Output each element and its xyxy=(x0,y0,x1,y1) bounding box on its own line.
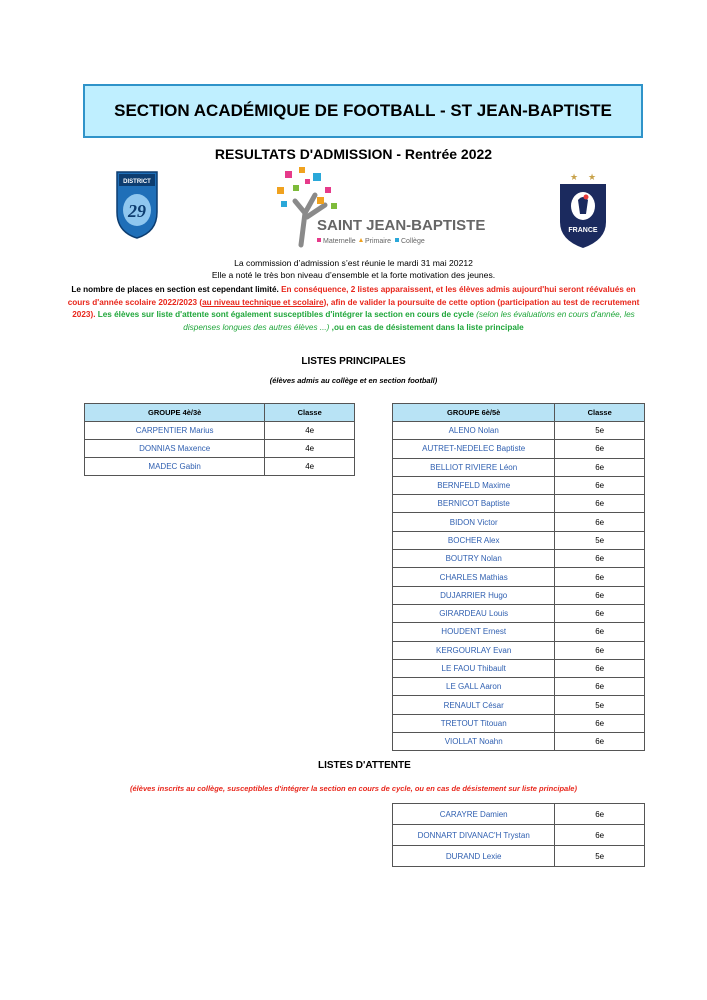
student-name: BOUTRY Nolan xyxy=(393,550,555,568)
table-header-row xyxy=(393,404,645,422)
student-name: CARPENTIER Marius xyxy=(85,422,265,440)
student-name: GIRARDEAU Louis xyxy=(393,604,555,622)
student-name: RENAULT César xyxy=(393,696,555,714)
document-subtitle: RESULTATS D'ADMISSION - Rentrée 2022 xyxy=(214,146,493,162)
student-class: 6e xyxy=(555,804,645,825)
table-row xyxy=(393,422,645,440)
svg-text:★: ★ xyxy=(569,172,579,182)
table-row xyxy=(393,804,645,825)
intro-green-2: ,ou en cas de désistement dans la liste principale xyxy=(329,322,524,332)
student-name: TRETOUT Titouan xyxy=(393,714,555,732)
group-4-3-table xyxy=(84,403,355,476)
student-class: 4e xyxy=(265,440,355,458)
student-class: 6e xyxy=(555,440,645,458)
svg-text:★: ★ xyxy=(587,172,597,182)
student-class: 6e xyxy=(555,825,645,846)
table-row xyxy=(393,825,645,846)
waiting-list-note: (élèves inscrits au collège, susceptibles d'intégrer la section en cours de cycle, ou en cas de désistement sur liste principale) xyxy=(130,784,577,793)
table-row xyxy=(85,422,355,440)
table-header-row xyxy=(85,404,355,422)
saint-jean-baptiste-logo xyxy=(255,165,486,255)
intro-red-underlined: au niveau technique et scolaire xyxy=(202,297,324,307)
student-name: DURAND Lexie xyxy=(393,846,555,867)
table-row xyxy=(393,604,645,622)
class-column-header: Classe xyxy=(265,404,355,422)
school-logo-name: SAINT JEAN-BAPTISTE xyxy=(317,217,486,234)
student-class: 5e xyxy=(555,696,645,714)
student-name: CARAYRE Damien xyxy=(393,804,555,825)
document-title: SECTION ACADÉMIQUE DE FOOTBALL - ST JEAN-BAPTISTE xyxy=(83,84,643,138)
group-column-header: GROUPE 6è/5è xyxy=(393,404,555,422)
table-row xyxy=(85,440,355,458)
student-class: 5e xyxy=(555,846,645,867)
table-row xyxy=(393,696,645,714)
table-row xyxy=(393,568,645,586)
student-class: 6e xyxy=(555,714,645,732)
school-level-maternelle: Maternelle xyxy=(323,238,356,245)
student-name: MADEC Gabin xyxy=(85,458,265,476)
district-football-logo xyxy=(115,170,159,240)
intro-green-1: Les élèves sur liste d'attente sont également susceptibles d'intégrer la section en cours de cycle xyxy=(97,310,477,319)
table-row xyxy=(393,513,645,531)
intro-line-2: Elle a noté le très bon niveau d’ensemble et la forte motivation des jeunes. xyxy=(211,270,496,280)
table-row xyxy=(393,550,645,568)
student-class: 6e xyxy=(555,678,645,696)
student-name: DONNART DIVANAC'H Trystan xyxy=(393,825,555,846)
student-class: 6e xyxy=(555,586,645,604)
table-row xyxy=(393,531,645,549)
intro-red-1: En conséquence, 2 listes apparaissent, et les élèves admis aujourd'hui seront réévalués en cours d'année scolaire 2022/2023 ( xyxy=(67,285,636,307)
table-row xyxy=(393,714,645,732)
school-level-primaire: Primaire xyxy=(365,238,392,245)
student-class: 4e xyxy=(265,458,355,476)
student-name: HOUDENT Ernest xyxy=(393,623,555,641)
student-class: 6e xyxy=(555,458,645,476)
group-6-5-table xyxy=(392,403,645,751)
student-class: 4e xyxy=(265,422,355,440)
main-lists-note: (élèves admis au collège et en section football) xyxy=(269,376,438,385)
student-class: 6e xyxy=(555,476,645,494)
fff-logo-label: FRANCE xyxy=(568,227,598,234)
student-class: 6e xyxy=(555,513,645,531)
student-name: BELLIOT RIVIERE Léon xyxy=(393,458,555,476)
intro-text xyxy=(60,257,647,281)
intro-line-1: La commission d’admission s’est réunie le mardi 31 mai 20212 xyxy=(234,258,473,268)
student-class: 6e xyxy=(555,550,645,568)
intro-green-italic: (selon les évaluations en cours d'année, les dispenses longues des autres élèves ...) xyxy=(183,310,635,332)
district-logo-label: DISTRICT xyxy=(123,179,151,185)
student-name: DONNIAS Maxence xyxy=(85,440,265,458)
school-level-college: Collège xyxy=(401,238,425,245)
student-class: 6e xyxy=(555,623,645,641)
group-column-header: GROUPE 4è/3è xyxy=(85,404,265,422)
student-class: 6e xyxy=(555,495,645,513)
student-class: 6e xyxy=(555,641,645,659)
table-row xyxy=(393,659,645,677)
waiting-list-table xyxy=(392,803,645,867)
table-row xyxy=(85,458,355,476)
district-logo-number: 29 xyxy=(128,201,146,221)
student-name: BOCHER Alex xyxy=(393,531,555,549)
fff-logo xyxy=(556,170,610,250)
student-name: BERNICOT Baptiste xyxy=(393,495,555,513)
table-row xyxy=(393,458,645,476)
student-name: BIDON Victor xyxy=(393,513,555,531)
student-class: 6e xyxy=(555,604,645,622)
student-name: VIOLLAT Noahn xyxy=(393,733,555,751)
table-row xyxy=(393,440,645,458)
student-name: CHARLES Mathias xyxy=(393,568,555,586)
main-lists-heading: LISTES PRINCIPALES xyxy=(301,356,406,367)
student-name: KERGOURLAY Evan xyxy=(393,641,555,659)
student-class: 6e xyxy=(555,733,645,751)
table-row xyxy=(393,495,645,513)
student-class: 6e xyxy=(555,659,645,677)
intro-paragraph xyxy=(60,284,647,334)
student-class: 5e xyxy=(555,422,645,440)
table-row xyxy=(393,846,645,867)
intro-black: Le nombre de places en section est cependant limité. xyxy=(71,285,282,294)
table-row xyxy=(393,678,645,696)
table-row xyxy=(393,623,645,641)
student-name: ALENO Nolan xyxy=(393,422,555,440)
intro-red-2: ), afin de valider la poursuite de cette option (participation au test de recrutement 2023). xyxy=(72,297,640,319)
student-name: AUTRET-NEDELEC Baptiste xyxy=(393,440,555,458)
table-row xyxy=(393,641,645,659)
student-name: BERNFELD Maxime xyxy=(393,476,555,494)
student-class: 5e xyxy=(555,531,645,549)
waiting-list-heading: LISTES D'ATTENTE xyxy=(318,760,411,771)
table-row xyxy=(393,476,645,494)
table-row xyxy=(393,586,645,604)
student-name: LE GALL Aaron xyxy=(393,678,555,696)
student-name: LE FAOU Thibault xyxy=(393,659,555,677)
table-row xyxy=(393,733,645,751)
class-column-header: Classe xyxy=(555,404,645,422)
student-name: DUJARRIER Hugo xyxy=(393,586,555,604)
student-class: 6e xyxy=(555,568,645,586)
